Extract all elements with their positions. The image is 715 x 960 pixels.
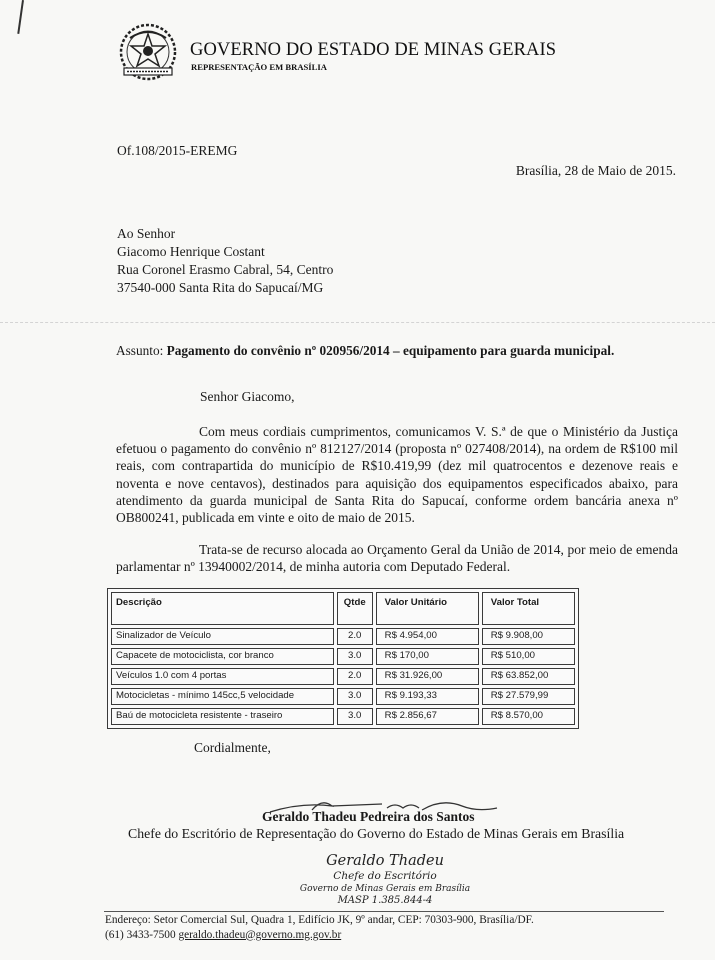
footer-divider [104,911,664,912]
subject-label: Assunto: [116,343,164,358]
header-total-value: Valor Total [482,592,575,625]
cell-description: Baú de motocicleta resistente - traseiro [111,708,334,725]
footer-contact [105,928,534,943]
signer-name: Geraldo Thadeu Pedreira dos Santos [262,809,475,824]
recipient-block [117,225,333,297]
cell-total-value: R$ 27.579,99 [482,688,575,705]
cell-quantity: 3.0 [337,688,373,705]
table-row [111,648,575,665]
stamp-office: Governo de Minas Gerais em Brasília [299,884,471,894]
cell-description: Veículos 1.0 com 4 portas [111,668,334,685]
reference-number: Of.108/2015-EREMG [117,143,238,158]
body-paragraph-1: Com meus cordiais cumprimentos, comunicamos V. S.ª de que o Ministério da Justiça efetuou o pagamento do convênio nº 812127/2014 (proposta nº 027408/2014), na ordem de R$100 mil reais, com contrapartida do município de R$10.419,99 (dez mil quatrocentos e dezenove reais e noventa e nove centavos), destinados para aquisição dos equipamentos especificados abaixo, para atendimento da guarda municipal de Santa Rita do Sapucaí, conforme ordem bancária anexa nº OB800241, publicada em vinte e oito de maio de 2015. [116,424,678,526]
cell-quantity: 3.0 [337,648,373,665]
footer-address: Endereço: Setor Comercial Sul, Quadra 1, Edifício JK, 9º andar, CEP: 70303-900, Brasília/DF. [105,914,534,926]
fold-line [0,322,715,324]
stamp-masp: MASP 1.385.844-4 [337,895,433,906]
footer-email-link[interactable]: geraldo.thadeu@governo.mg.gov.br [178,928,342,941]
cell-unit-value: R$ 4.954,00 [376,628,479,645]
cell-total-value: R$ 8.570,00 [482,708,575,725]
signer-role: Chefe do Escritório de Representação do Governo do Estado de Minas Gerais em Brasília [128,826,625,841]
subject-line [116,343,614,359]
cell-description: Motocicletas - mínimo 145cc,5 velocidade [111,688,334,705]
cell-unit-value: R$ 170,00 [376,648,479,665]
cell-quantity: 3.0 [337,708,373,725]
body-paragraph-2: Trata-se de recurso alocada ao Orçamento Geral da União de 2014, por meio de emenda parlamentar nº 13940002/2014, de minha autoria com Deputado Federal. [116,542,678,575]
cell-description: Capacete de motociclista, cor branco [111,648,334,665]
recipient-name: Giacomo Henrique Costant [117,244,265,259]
table-row [111,708,575,725]
cell-total-value: R$ 510,00 [482,648,575,665]
header-description: Descrição [111,592,334,625]
cell-total-value: R$ 63.852,00 [482,668,575,685]
footer-phone: (61) 3433-7500 [105,928,176,941]
footer [105,913,534,942]
stamp-title: Chefe do Escritório [333,870,437,882]
table-row [111,688,575,705]
subject-text: Pagamento do convênio nº 020956/2014 – equipamento para guarda municipal. [166,343,615,358]
equipment-table [107,588,579,729]
header-quantity: Qtde [337,592,373,625]
stamp-name: Geraldo Thadeu [326,853,444,869]
coat-of-arms-icon [114,22,182,86]
recipient-street: Rua Coronel Erasmo Cabral, 54, Centro [117,262,334,277]
pen-mark [17,0,24,34]
recipient-salutation: Ao Senhor [117,226,176,241]
letter-date: Brasília, 28 de Maio de 2015. [515,163,676,178]
cell-quantity: 2.0 [337,668,373,685]
letterhead-subtitle: REPRESENTAÇÃO EM BRASÍLIA [191,62,327,72]
cell-unit-value: R$ 31.926,00 [376,668,479,685]
letterhead-title: GOVERNO DO ESTADO DE MINAS GERAIS [190,40,557,60]
cell-description: Sinalizador de Veículo [111,628,334,645]
recipient-city: 37540-000 Santa Rita do Sapucaí/MG [117,280,324,295]
closing: Cordialmente, [194,740,271,755]
cell-quantity: 2.0 [337,628,373,645]
cell-unit-value: R$ 9.193,33 [376,688,479,705]
header-unit-value: Valor Unitário [376,592,479,625]
greeting: Senhor Giacomo, [200,389,295,404]
cell-total-value: R$ 9.908,00 [482,628,575,645]
table-row [111,668,575,685]
table-row [111,628,575,645]
cell-unit-value: R$ 2.856,67 [376,708,479,725]
table-header-row [111,592,575,625]
official-stamp [270,852,500,907]
